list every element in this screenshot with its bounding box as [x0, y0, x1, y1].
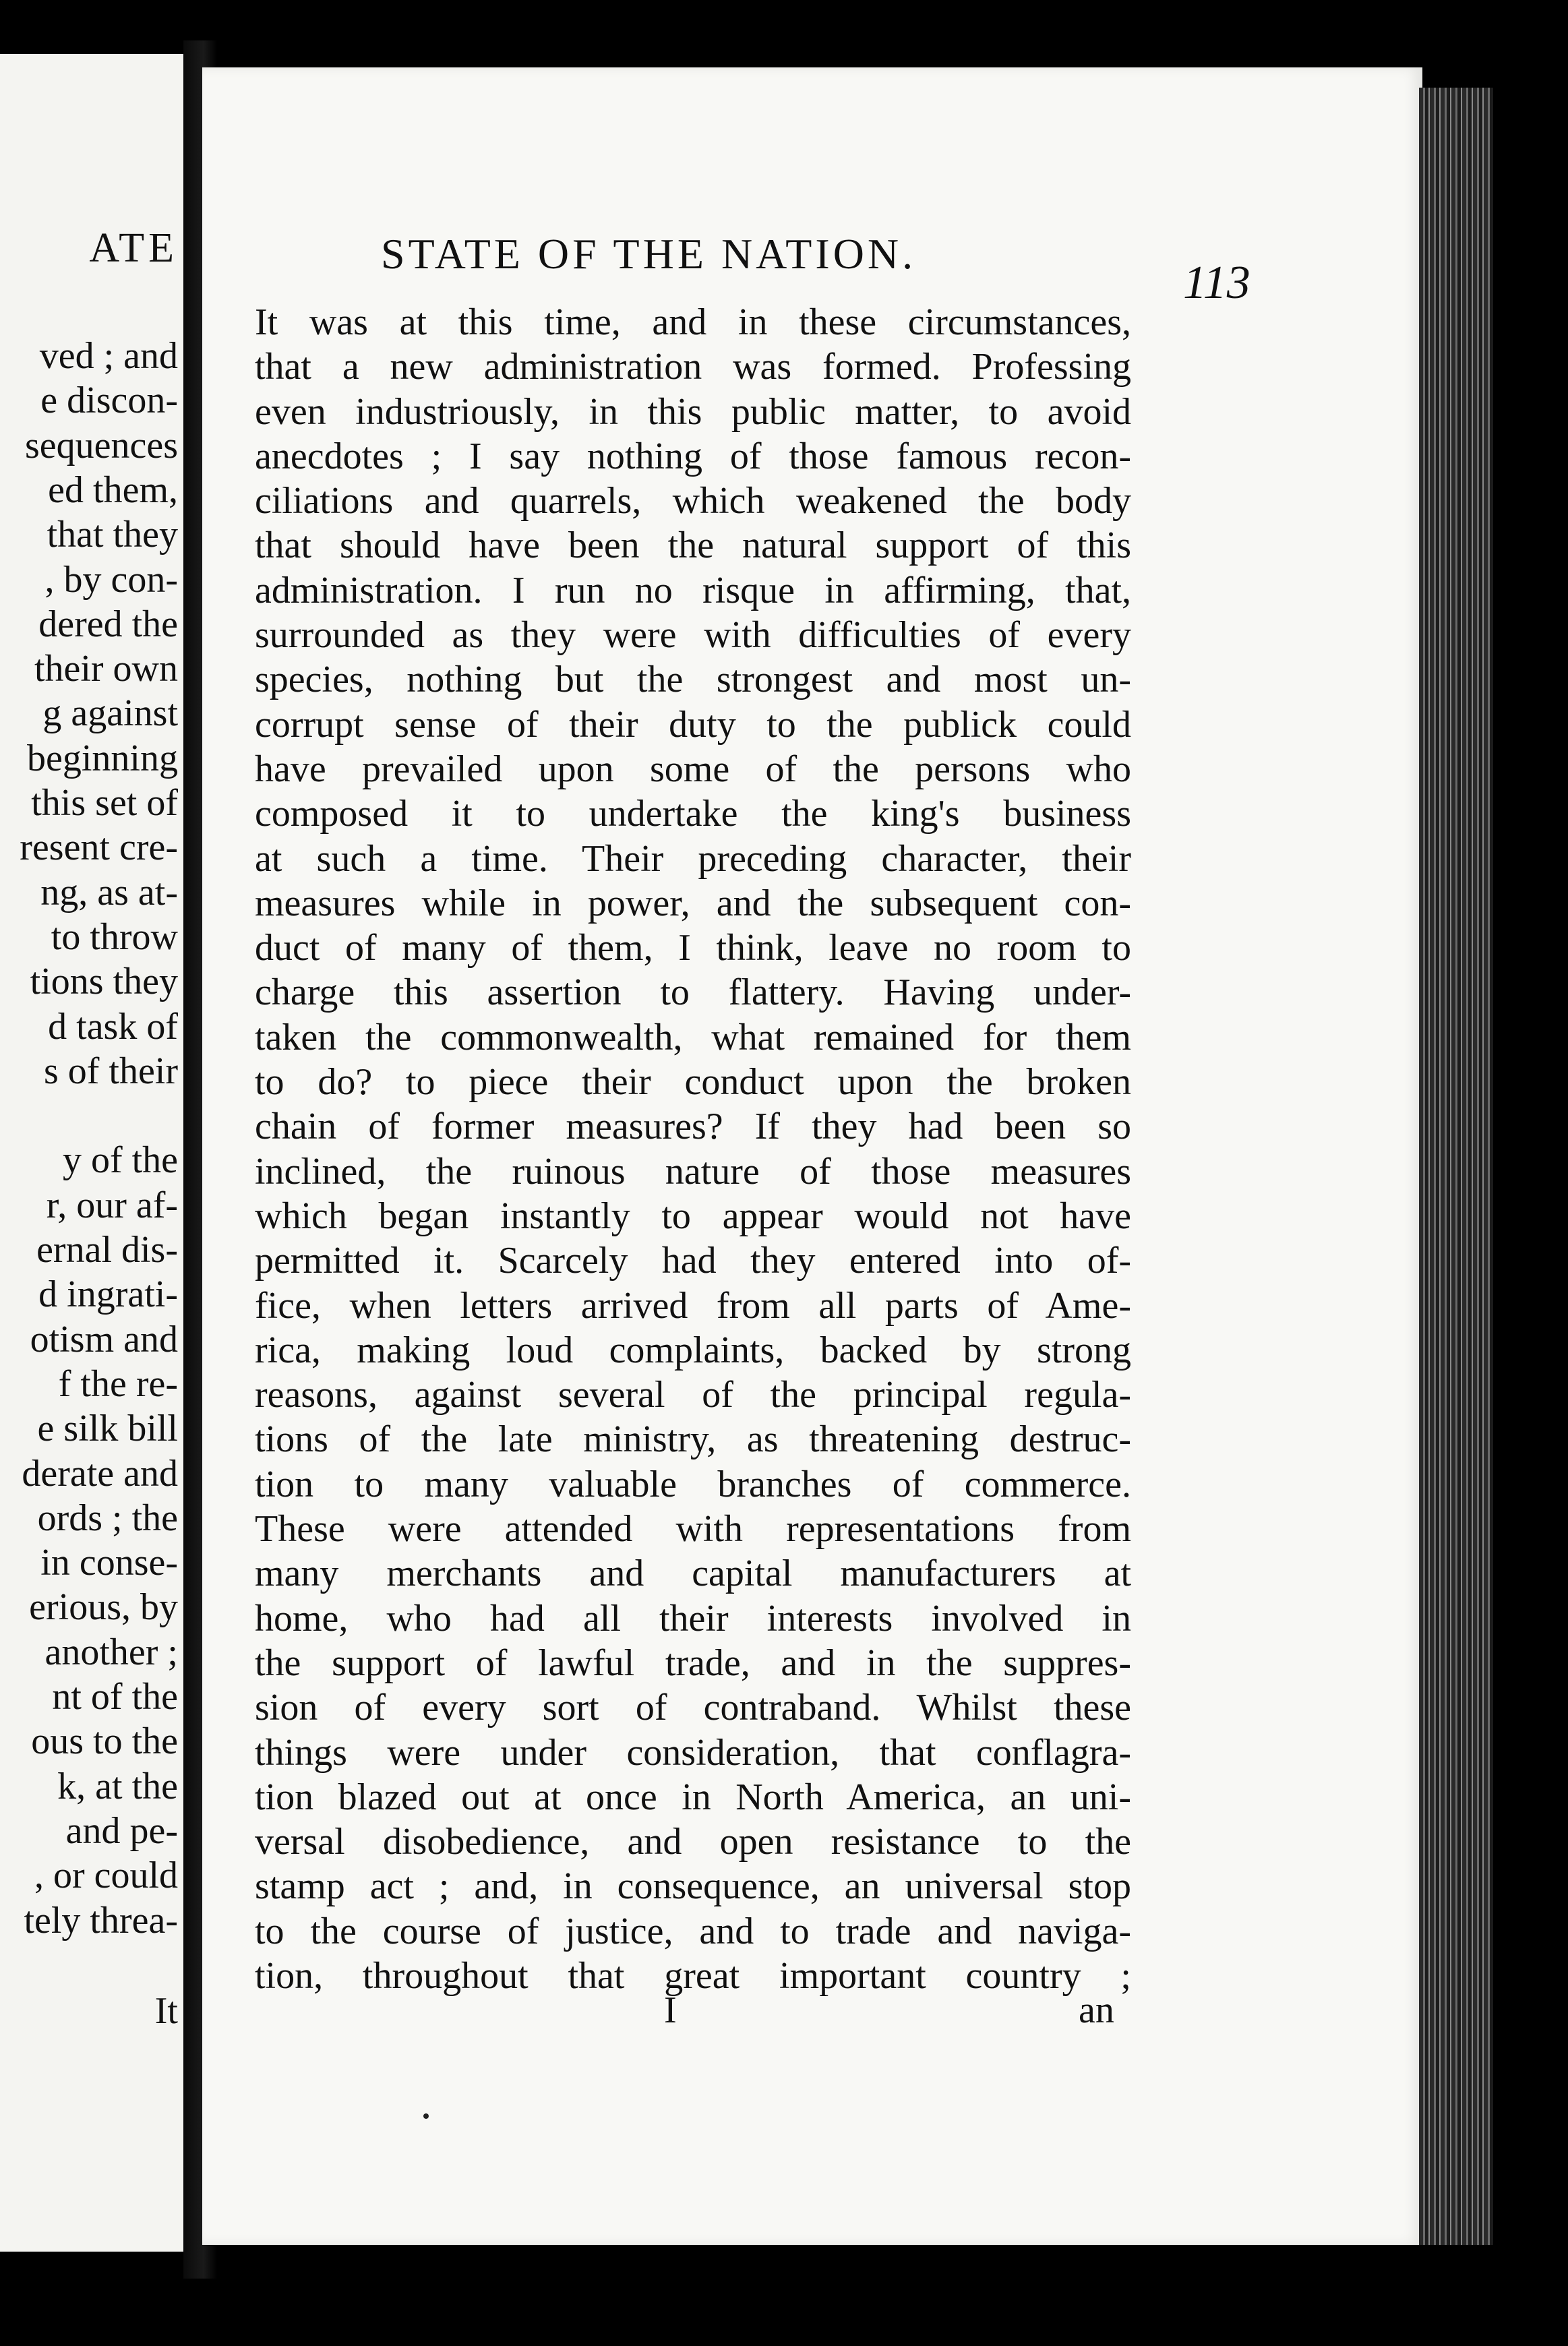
left-page-line: ng, as at-	[40, 871, 178, 913]
text-line: fice, when letters arrived from all parts of Ame-	[255, 1284, 1131, 1327]
left-page-line: erious, by	[29, 1586, 178, 1629]
left-page-line: e silk bill	[37, 1408, 178, 1450]
left-page-line: to throw	[51, 915, 178, 958]
left-page-catchword: It	[154, 1990, 178, 2032]
left-page-line: ved ; and	[39, 335, 178, 377]
left-page-line: y of the	[62, 1139, 178, 1182]
text-line: rica, making loud complaints, backed by strong	[255, 1329, 1131, 1371]
left-page-line: , by con-	[44, 558, 178, 601]
text-line: have prevailed upon some of the persons who	[255, 748, 1131, 790]
page-edges	[1419, 88, 1493, 2245]
left-page-line: tions they	[30, 961, 178, 1003]
left-page-line: ous to the	[31, 1720, 178, 1763]
text-line: even industriously, in this public matter, to avoid	[255, 390, 1131, 433]
text-line: that a new administration was formed. Professing	[255, 346, 1131, 388]
left-page-line: s of their	[43, 1050, 178, 1092]
text-line: These were attended with representations from	[255, 1508, 1131, 1551]
text-line: charge this assertion to flattery. Having under-	[255, 971, 1131, 1014]
left-page-line: r, our af-	[46, 1184, 178, 1226]
page-number: 113	[1183, 257, 1250, 309]
text-line: administration. I run no risque in affirming, that,	[255, 569, 1131, 611]
left-page-line: ed them,	[48, 469, 178, 511]
catchword: an	[1079, 1989, 1114, 2031]
left-page-line: ernal dis-	[36, 1229, 178, 1271]
signature-mark: I	[664, 1989, 677, 2031]
left-page-line: ords ; the	[37, 1497, 178, 1539]
text-line: surrounded as they were with difficulties of every	[255, 614, 1131, 657]
left-page-line: another ;	[44, 1631, 178, 1673]
left-facing-page	[0, 54, 183, 2252]
left-page-line: k, at the	[57, 1765, 178, 1807]
left-page-line: their own	[34, 648, 178, 690]
text-line: that should have been the natural support of this	[255, 524, 1131, 567]
text-line: at such a time. Their preceding character, their	[255, 837, 1131, 880]
text-line: to the course of justice, and to trade and naviga-	[255, 1910, 1131, 1952]
left-page-line: and pe-	[65, 1809, 178, 1852]
text-line: the support of lawful trade, and in the suppres-	[255, 1642, 1131, 1684]
text-line: duct of many of them, I think, leave no room to	[255, 927, 1131, 969]
text-line: stamp act ; and, in consequence, an universal stop	[255, 1865, 1131, 1908]
left-page-line: sequences	[24, 424, 178, 467]
left-page-line: this set of	[31, 782, 178, 824]
text-line: tion, throughout that great important country ;	[255, 1954, 1131, 1997]
left-page-line: e discon-	[40, 380, 178, 422]
text-line: inclined, the ruinous nature of those measures	[255, 1150, 1131, 1193]
text-line: many merchants and capital manufacturers at	[255, 1553, 1131, 1595]
left-page-line: g against	[42, 692, 178, 735]
text-line: tion blazed out at once in North America, an uni-	[255, 1776, 1131, 1818]
left-page-line: nt of the	[52, 1676, 178, 1718]
left-page-line: beginning	[27, 737, 178, 779]
text-line: permitted it. Scarcely had they entered into of-	[255, 1240, 1131, 1282]
text-line: chain of former measures? If they had been so	[255, 1106, 1131, 1148]
text-line: species, nothing but the strongest and most un-	[255, 659, 1131, 701]
left-page-line: f the re-	[58, 1362, 178, 1405]
left-page-heading: ATE	[89, 225, 178, 271]
left-page-line: , or could	[34, 1855, 178, 1897]
left-page-line: in conse-	[40, 1542, 178, 1584]
text-line: to do? to piece their conduct upon the broken	[255, 1061, 1131, 1104]
text-line: composed it to undertake the king's business	[255, 793, 1131, 835]
ink-speck	[423, 2113, 429, 2119]
text-line: It was at this time, and in these circumstances,	[255, 301, 1131, 343]
left-page-line: dered the	[38, 603, 178, 645]
text-line: tions of the late ministry, as threatening destruc-	[255, 1418, 1131, 1461]
left-page-line: that they	[47, 514, 178, 556]
text-line: measures while in power, and the subsequent con-	[255, 882, 1131, 924]
text-line: sion of every sort of contraband. Whilst these	[255, 1687, 1131, 1729]
text-line: versal disobedience, and open resistance to the	[255, 1821, 1131, 1863]
left-page-line: tely threa-	[24, 1899, 178, 1942]
text-line: ciliations and quarrels, which weakened the body	[255, 480, 1131, 522]
text-line: anecdotes ; I say nothing of those famous recon-	[255, 435, 1131, 477]
text-line: things were under consideration, that conflagra-	[255, 1731, 1131, 1774]
left-page-line: otism and	[30, 1318, 178, 1360]
text-line: home, who had all their interests involved in	[255, 1597, 1131, 1640]
left-page-line: derate and	[22, 1452, 178, 1495]
text-line: corrupt sense of their duty to the publick could	[255, 703, 1131, 746]
text-line: reasons, against several of the principal regula-	[255, 1374, 1131, 1416]
text-line: tion to many valuable branches of commerce.	[255, 1463, 1131, 1505]
text-line: which began instantly to appear would not have	[255, 1195, 1131, 1237]
left-page-line: resent cre-	[20, 826, 178, 869]
left-page-line: d ingrati-	[38, 1273, 178, 1316]
body-text	[255, 300, 1131, 1998]
left-page-line: d task of	[48, 1005, 178, 1048]
text-line: taken the commonwealth, what remained for them	[255, 1016, 1131, 1058]
running-head: STATE OF THE NATION.	[381, 230, 917, 278]
